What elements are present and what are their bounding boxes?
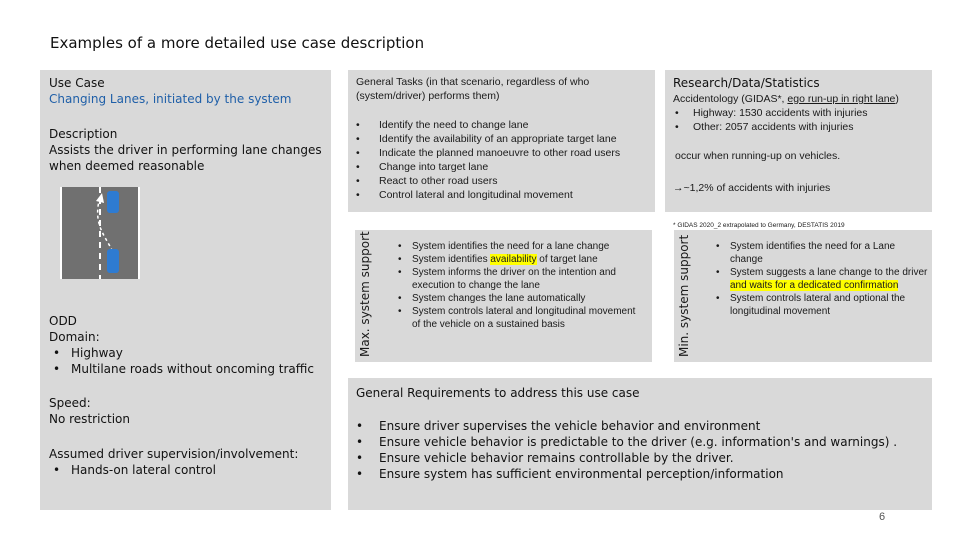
- speed-block: [49, 395, 329, 427]
- task-item: • Identify the need to change lane: [352, 118, 647, 132]
- use-case-label: Use Case: [49, 76, 105, 90]
- supervision-label: Assumed driver supervision/involvement:: [49, 447, 299, 461]
- requirement-item: • Ensure vehicle behavior remains controllable by the driver.: [352, 450, 927, 466]
- min-support-label: Min. system support: [677, 234, 691, 357]
- use-case-name: Changing Lanes, initiated by the system: [49, 92, 292, 106]
- accidentology-underlined: ego run-up in right lane: [787, 93, 896, 105]
- accident-item: • Other: 2057 accidents with injuries: [671, 120, 926, 134]
- supervision-list: [49, 462, 329, 478]
- max-item2-prefix: System identifies: [412, 254, 491, 265]
- page-title: Examples of a more detailed use case description: [50, 34, 425, 52]
- max-item2-suffix: of target lane: [536, 254, 598, 265]
- description-label: Description: [49, 127, 118, 141]
- accidentology-suffix: ): [895, 93, 899, 105]
- task-item: • Identify the availability of an appropriate target lane: [352, 132, 647, 146]
- speed-label: Speed:: [49, 396, 91, 410]
- requirements-list: [352, 418, 927, 482]
- tasks-heading-note: (in that scenario, regardless of who (system/driver) performs them): [356, 76, 590, 102]
- domain-item: • Highway: [49, 345, 329, 361]
- max-support-item: [396, 253, 646, 266]
- max-support-label: Max. system support: [358, 231, 372, 357]
- task-item: • Indicate the planned manoeuvre to other road users: [352, 146, 647, 160]
- max-support-label-box: [355, 230, 377, 362]
- accident-item: • Highway: 1530 accidents with injuries: [671, 106, 926, 120]
- road-graphic: [60, 187, 140, 279]
- max-support-item: • System informs the driver on the intention and execution to change the lane: [396, 266, 646, 292]
- domain-label: Domain:: [49, 330, 100, 344]
- domain-list: [49, 345, 329, 377]
- percentage-line: [673, 181, 830, 195]
- arrow-icon: →: [673, 182, 684, 194]
- tasks-heading: General Tasks: [356, 76, 423, 88]
- speed-value: No restriction: [49, 412, 130, 426]
- supervision-block: [49, 446, 329, 478]
- tasks-heading-block: [356, 75, 651, 103]
- min-support-list: [714, 240, 928, 318]
- percentage-text: ~1,2% of accidents with injuries: [683, 182, 831, 194]
- task-item: • Control lateral and longitudinal movement: [352, 188, 647, 202]
- min-support-item: • System controls lateral and optional the longitudinal movement: [714, 292, 928, 318]
- requirement-item: • Ensure vehicle behavior is predictable to the driver (e.g. information's and warnings) .: [352, 434, 927, 450]
- accident-list: [671, 106, 926, 134]
- footnote: * GIDAS 2020_2 extrapolated to Germany, DESTATIS 2019: [673, 222, 845, 229]
- min-item2-prefix: System suggests a lane change to the driver: [730, 267, 928, 278]
- occur-text: occur when running-up on vehicles.: [675, 150, 841, 162]
- max-support-item: • System changes the lane automatically: [396, 292, 646, 305]
- lane-change-illustration: [60, 187, 140, 279]
- min-support-label-box: [674, 230, 696, 362]
- description-block: [49, 126, 324, 174]
- tasks-list: [352, 118, 647, 202]
- max-support-item: • System identifies the need for a lane change: [396, 240, 646, 253]
- min-support-item: • System identifies the need for a Lane change: [714, 240, 928, 266]
- accidentology-line: [673, 92, 931, 106]
- min-item2-highlight: and waits for a dedicated confirmation: [730, 280, 899, 291]
- requirement-item: • Ensure system has sufficient environmental perception/information: [352, 466, 927, 482]
- min-support-item: [714, 266, 928, 292]
- page-number: 6: [879, 511, 886, 523]
- task-item: • Change into target lane: [352, 160, 647, 174]
- odd-block: [49, 313, 329, 377]
- max-support-list: [396, 240, 646, 331]
- requirement-item: • Ensure driver supervises the vehicle behavior and environment: [352, 418, 927, 434]
- domain-item: • Multilane roads without oncoming traffic: [49, 361, 329, 377]
- supervision-item: • Hands-on lateral control: [49, 462, 329, 478]
- odd-label: ODD: [49, 314, 77, 328]
- task-item: • React to other road users: [352, 174, 647, 188]
- requirements-heading: General Requirements to address this use case: [356, 386, 640, 400]
- description-text: Assists the driver in performing lane changes when deemed reasonable: [49, 143, 322, 173]
- max-item2-highlight: availability: [490, 254, 537, 265]
- research-heading: Research/Data/Statistics: [673, 76, 820, 90]
- max-support-item: • System controls lateral and longitudinal movement of the vehicle on a sustained basis: [396, 305, 646, 331]
- accidentology-prefix: Accidentology (GIDAS*,: [673, 93, 788, 105]
- use-case-block: [49, 75, 329, 107]
